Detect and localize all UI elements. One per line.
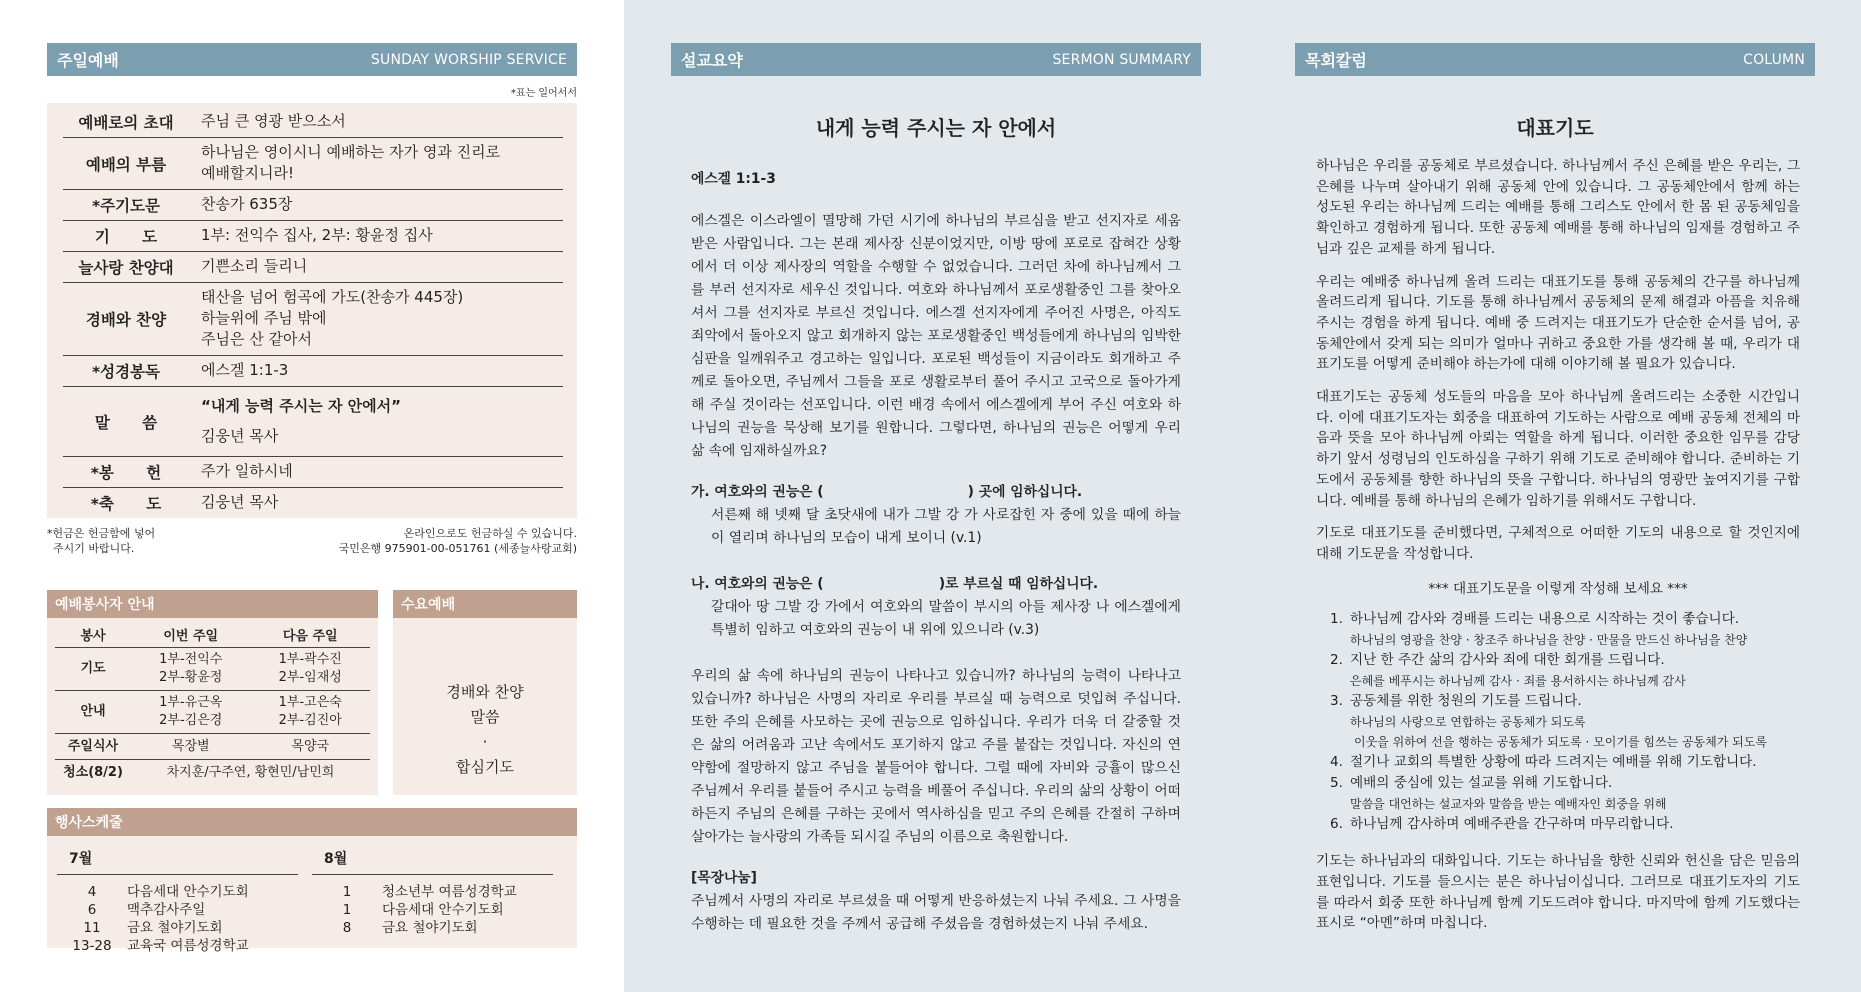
column-paragraph: 기도로 대표기도를 준비했다면, 구체적으로 어떠한 기도의 내용으로 할 것인지에 대해 기도문을 작성합니다. [1316, 525, 1800, 562]
list-item: 5. 예배의 중심에 있는 설교를 위해 기도합니다. 말씀을 대언하는 설교자와 말씀을 받는 예배자인 회중을 위해 [1330, 775, 1667, 812]
table-row: 안내 1부-유근옥 2부-김은경 1부-고은숙 2부-김진아 [55, 691, 370, 734]
left-page [0, 0, 624, 992]
order-row [63, 488, 563, 518]
schedule-section [47, 808, 577, 954]
list-item: 11 금요 철야기도회 [83, 920, 223, 936]
offering-note-right: 온라인으로도 헌금하실 수 있습니다. 국민은행 975901-00-051761 (세종늘사랑교회) [338, 527, 577, 555]
schedule-month: 8월 1 청소년부 여름성경학교 1 다음세대 안수기도회 8 금요 철야기도회 [312, 842, 567, 955]
list-item: 2. 지난 한 주간 삶의 감사와 죄에 대한 회개를 드립니다. 은혜를 베푸시는 하나님께 감사 · 죄를 용서하시는 하나님께 감사 [1330, 652, 1686, 689]
order-value: 기쁜소리 들리니 [201, 257, 308, 275]
wednesday-list: 경배와 찬양 말씀 · 합심기도 [446, 683, 524, 776]
order-label: *봉 헌 [90, 464, 162, 482]
order-row [63, 190, 563, 221]
sermon-paragraph: 에스겔은 이스라엘이 멸망해 가던 시기에 하나님의 부르심을 받고 선지자로 세움 받은 사람입니다. 그는 본래 제사장 신분이었지만, 이방 땅에 포로로 잡혀간 상황에서 더 이상 제사장의 역할을 수행할 수 없었습니다. 그러던 차에 하나님께서 그를 부러 선지자로 세우신 것입니다. 여호와 하나님께서 포로생활중인 그를 찾아오셔서 그를 선지자로 부르신 것입니다. 에스겔 선지자에게 주어진 사명은, 아직도 죄악에서 돌아오지 않고 회개하지 않는 포로생활중인 백성들에게 하나님의 임박한 심판을 일깨워주고 경고하는 일입니다. 포로된 백성들이 지금이라도 회개하고 주께로 돌아오면, 주님께서 그들을 포로 생활로부터 풀어 주시고 고국으로 돌아가게 해 주실 것이라는 선포입니다. 이런 배경 속에서 에스겔에게 부어 주신 여호와 하나님의 권능을 묵상해 보기를 원합니다. 그렇다면, 하나님의 권능은 어떻게 우리 삶 속에 임재하실까요? [691, 213, 1181, 459]
list-item: 4 다음세대 안수기도회 [87, 884, 249, 900]
order-value: 주님 큰 영광 받으소서 [201, 112, 346, 130]
column-body [1295, 156, 1815, 934]
sermon-paragraph: 우리의 삶 속에 하나님의 권능이 나타나고 있습니까? 하나님의 능력이 나타나고 있습니까? 하나님은 사명의 자리로 우리를 부르실 때 능력으로 덧입혀 주십니다. 또한 주의 은혜를 사모하는 곳에 권능으로 임하십니다. 우리가 더욱 더 갈중할 것은 삶의 어려움과 고난 속에서도 포기하지 않고 주를 붙잡는 것입니다. 자신의 연약함에 절망하지 않고 주님을 붙들어야 합니다. 그럴 때에 자비와 긍휼이 많으신 주님께서 우리를 붙들어 주시고 능력을 베풀어 주십니다. 우리의 삶의 상황이 어떠하든지 주님의 은혜를 구하는 곳에서 역사하심을 믿고 주의 은혜를 간절히 구하며 살아가는 늘사랑의 가족들 되시길 주님의 이름으로 축원합니다. [691, 668, 1181, 845]
order-label: *주기도문 [92, 197, 160, 215]
order-label: *축 도 [90, 495, 162, 513]
order-row [63, 107, 563, 138]
sharing-text: 주님께서 사명의 자리로 부르셨을 때 어떻게 반응하셨는지 나눠 주세요. 그 사명을 수행하는 데 필요한 것을 주께서 공급해 주셨음을 경험하셨는지 나눠 주세요. [691, 893, 1181, 932]
sermon-title-en: SERMON SUMMARY [1052, 51, 1191, 68]
schedule-title: 행사스케줄 [47, 808, 577, 836]
column-header: 봉사 [55, 622, 131, 648]
wednesday-title: 수요예배 [393, 590, 577, 618]
sermon-title: 설교요약 [681, 51, 743, 70]
column-title: 목회칼럼 [1305, 51, 1367, 70]
standing-note: *표는 일어서서 [510, 88, 577, 99]
column-paragraph: 기도는 하나님과의 대화입니다. 기도는 하나님을 향한 신뢰와 헌신을 담은 믿음의 표현입니다. 기도를 들으시는 분은 하나님이십니다. 그러므로 대표기도자의 기도를 따라서 회중 또한 하나님께 함께 기도드려야 합니다. 마지막에 함께 기도했다는 표시로 “아멘”하며 마칩니다. [1316, 853, 1800, 932]
order-value: 찬송가 635장 [201, 195, 293, 213]
column-header: 다음 주일 [250, 622, 370, 648]
order-row [63, 138, 563, 190]
column-header: 이번 주일 [131, 622, 250, 648]
helpers-title: 예배봉사자 안내 [47, 590, 378, 618]
helpers-table [55, 622, 370, 786]
point-a-heading: 가. 여호와의 권능은 ( ) 곳에 임하십니다. [691, 484, 1083, 500]
order-row [63, 283, 563, 356]
order-row [63, 221, 563, 252]
list-item: 1 다음세대 안수기도회 [342, 902, 504, 918]
list-item: 3. 공동체를 위한 청원의 기도를 드립니다. 하나님의 사랑으로 연합하는 공동체가 되도록 이웃을 위하여 선을 행하는 공동체가 되도록 · 모이기를 힘쓰는 공동체가 되도록 [1330, 693, 1767, 750]
column-section [1295, 43, 1815, 946]
list-item: 8 금요 철야기도회 [342, 920, 478, 936]
list-item: 6. 하나님께 감사하며 예배주관을 간구하며 마무리합니다. [1330, 816, 1674, 833]
order-label: 예배로의 초대 [78, 114, 174, 132]
order-row [63, 356, 563, 387]
order-value: 김웅년 목사 [201, 493, 279, 511]
list-item: 4. 절기나 교회의 특별한 상황에 따라 드려지는 예배를 위해 기도합니다. [1330, 754, 1757, 771]
offering-note-left: *헌금은 헌금함에 넣어 주시기 바랍니다. [47, 527, 156, 555]
order-row [63, 387, 563, 457]
helpers-section [47, 590, 378, 795]
order-value: 태산을 넘어 험곡에 가도(찬송가 445장) 하늘위에 주님 밖에 주님은 산 같아서 [201, 288, 464, 348]
worship-title: 주일예배 [57, 51, 119, 70]
column-heading: 대표기도 [1516, 116, 1594, 140]
order-row [63, 457, 563, 488]
table-row: 청소(8/2) 차지훈/구주연, 황현민/남민희 [63, 765, 335, 780]
worship-header [47, 43, 577, 76]
order-value: 주가 일하시네 [201, 462, 293, 480]
worship-order [47, 103, 577, 518]
column-paragraph: 하나님은 우리를 공동체로 부르셨습니다. 하나님께서 주신 은혜를 받은 우리는, 그 은혜를 나누며 살아내기 위해 공동체 안에 있습니다. 그 공동체안에서 함께 하는 성도된 우리는 하나님께 드리는 예배를 통해 그리스도 안에서 한 몸 된 공동체임을 확인하고 경험하게 됩니다. 또한 공동체 예배를 통해 하나님의 임재를 경험하고 주님과 깊은 교제를 하게 됩니다. [1316, 158, 1800, 257]
prayer-steps [1316, 609, 1800, 835]
column-header [1295, 43, 1815, 76]
order-label: 말 씀 [94, 413, 158, 432]
table-row: 주일식사 목장별 목양국 [55, 734, 370, 760]
order-value: 에스겔 1:1-3 [201, 361, 289, 379]
list-item: 1 청소년부 여름성경학교 [342, 884, 517, 900]
table-row: 기도 1부-전익수 2부-황윤정 1부-곽수진 2부-임재성 [55, 648, 370, 691]
order-value: “내게 능력 주시는 자 안에서” 김웅년 목사 [201, 397, 401, 445]
sharing-heading: [목장나눔] [691, 870, 757, 886]
worship-section [47, 43, 577, 556]
offering-notes [47, 526, 577, 556]
order-label: 기 도 [94, 228, 158, 246]
worship-title-en: SUNDAY WORSHIP SERVICE [370, 51, 567, 68]
order-value: 하나님은 영이시니 예배하는 자가 영과 진리로 예배할지니라! [201, 143, 501, 182]
column-paragraph: 우리는 예배중 하나님께 올려 드리는 대표기도를 통해 공동체의 간구를 하나님께 올려드리게 됩니다. 기도를 통해 하나님께서 공동체의 문제 해결과 아픔을 치유해 주시는 경험을 하게 됩니다. 예배 중 드려지는 대표기도가 단순한 순서를 넘어, 공동체안에서 갖게 되는 의미가 얼마나 귀하고 중요한 가를 생각해 볼 때, 우리가 대표기도를 어떻게 준비해야 하는가에 대해 이야기해 볼 필요가 있습니다. [1316, 273, 1800, 373]
schedule-month: 7월 4 다음세대 안수기도회 6 맥추감사주일 11 금요 철야기도회 13-28 교육국 여름성경학교 [57, 842, 312, 955]
list-item: 6 맥추감사주일 [87, 902, 206, 918]
point-b-text: 갈대아 땅 그발 강 가에서 여호와의 말씀이 부시의 아들 제사장 나 에스겔에게 특별히 임하고 여호와의 권능이 내 위에 있으니라 (v.3) [711, 599, 1181, 638]
sermon-body [671, 168, 1201, 936]
point-b-heading: 나. 여호와의 권능은 ( )로 부르실 때 임하십니다. [691, 576, 1099, 592]
column-paragraph: 대표기도는 공동체 성도들의 마음을 모아 하나님께 올려드리는 소중한 시간입니다. 이에 대표기도자는 회중을 대표하여 기도하는 사람으로 예배 공동체 전체의 마음과 뜻을 모아 하나님께 아뢰는 역할을 하게 됩니다. 이러한 중요한 임무를 감당하기 앞서 성령님의 인도하심을 구하기 위해 기도로 준비해야 합니다. 준비하는 기도에서 공동체를 향한 하나님의 뜻을 구합니다. 하나님의 영광만 높여지기를 구합니다. 예배를 통해 하나님의 은혜가 임하기를 위해서도 구합니다. [1316, 389, 1800, 509]
scripture-ref: 에스겔 1:1-3 [691, 171, 776, 187]
column-title-en: COLUMN [1743, 51, 1805, 68]
list-item: 1. 하나님께 감사와 경배를 드리는 내용으로 시작하는 것이 좋습니다. 하나님의 영광을 찬양 · 창조주 하나님을 찬양 · 만물을 만드신 하나님을 찬양 [1330, 611, 1748, 648]
sermon-section [671, 43, 1201, 936]
order-value: 1부: 전익수 집사, 2부: 황윤정 집사 [201, 226, 433, 244]
wednesday-section [393, 590, 577, 795]
sermon-header [671, 43, 1201, 76]
guide-heading: *** 대표기도문을 이렇게 작성해 보세요 *** [1428, 580, 1688, 597]
order-label: 경배와 찬양 [85, 311, 167, 329]
order-label: 예배의 부름 [85, 155, 167, 174]
order-label: 늘사랑 찬양대 [78, 259, 174, 277]
point-a-text: 서른째 해 넷째 달 초닷새에 내가 그발 강 가 사로잡힌 자 중에 있을 때에 하늘이 열리며 하나님의 모습이 내게 보이니 (v.1) [711, 507, 1181, 546]
list-item: 13-28 교육국 여름성경학교 [72, 938, 249, 954]
order-label: *성경봉독 [92, 363, 160, 381]
sermon-heading: 내게 능력 주시는 자 안에서 [815, 116, 1057, 140]
order-row [63, 252, 563, 283]
